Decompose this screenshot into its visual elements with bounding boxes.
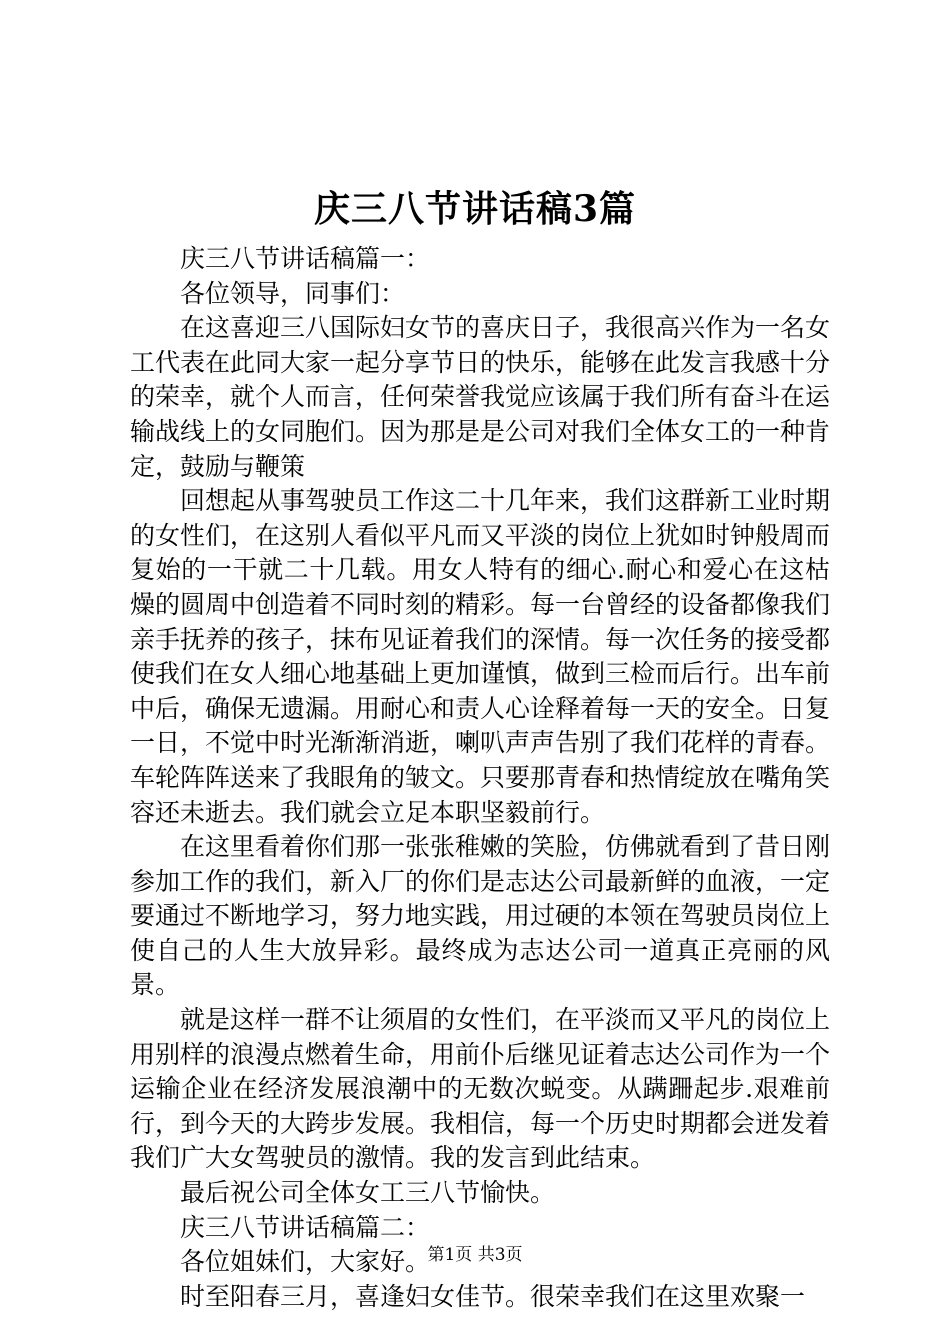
section-heading-1: 庆三八节讲话稿篇一： (180, 244, 431, 273)
closing-line: 最后祝公司全体女工三八节愉快。 (180, 1178, 556, 1208)
paragraph: 在这喜迎三八国际妇女节的喜庆日子，我很高兴作为一名女工代表在此同大家一起分享节日的快乐，能够在此发言我感十分的荣幸，就个人而言，任何荣誉我觉应该属于我们所有奋斗在运输战线上的女同胞们。因为那是是公司对我们全体女工的一种肯定，鼓励与鞭策 (130, 313, 831, 481)
paragraph: 就是这样一群不让须眉的女性们，在平淡而又平凡的岗位上用别样的浪漫点燃着生命，用前仆后继见证着志达公司作为一个运输企业在经济发展浪潮中的无数次蜕变。从蹒跚起步.艰难前行，到今天的大跨步发展。我相信，每一个历史时期都会迸发着我们广大女驾驶员的激情。我的发言到此结束。 (130, 1005, 831, 1173)
salutation-1: 各位领导，同事们： (180, 278, 406, 308)
page-number-footer: 第1页 共3页 (427, 1245, 523, 1265)
paragraph: 回想起从事驾驶员工作这二十几年来，我们这群新工业时期的女性们，在这别人看似平凡而又平淡的岗位上犹如时钟般周而复始的一干就二十几载。用女人特有的细心.耐心和爱心在这枯燥的圆周中创造着不同时刻的精彩。每一台曾经的设备都像我们亲手抚养的孩子，抹布见证着我们的深情。每一次任务的接受都使我们在女人细心地基础上更加谨慎，做到三检而后行。出车前中后，确保无遗漏。用耐心和责人心诠释着每一天的安全。日复一日，不觉中时光渐渐消逝，喇叭声声告别了我们花样的青春。车轮阵阵送来了我眼角的皱文。只要那青春和热情绽放在嘴角笑容还未逝去。我们就会立足本职坚毅前行。 (130, 486, 831, 827)
paragraph: 在这里看着你们那一张张稚嫩的笑脸，仿佛就看到了昔日刚参加工作的我们，新入厂的你们是志达公司最新鲜的血液，一定要通过不断地学习，努力地实践，用过硬的本领在驾驶员岗位上使自己的人生大放异彩。最终成为志达公司一道真正亮丽的风景。 (130, 832, 831, 1000)
document-title: 庆三八节讲话稿3篇 (313, 188, 637, 230)
document-body (130, 242, 830, 1314)
salutation-2: 各位姐妹们，大家好。 (180, 1247, 431, 1277)
paragraph: 时至阳春三月，喜逢妇女佳节。很荣幸我们在这里欢聚一 (180, 1281, 806, 1311)
section-heading-2: 庆三八节讲话稿篇二： (180, 1212, 431, 1242)
